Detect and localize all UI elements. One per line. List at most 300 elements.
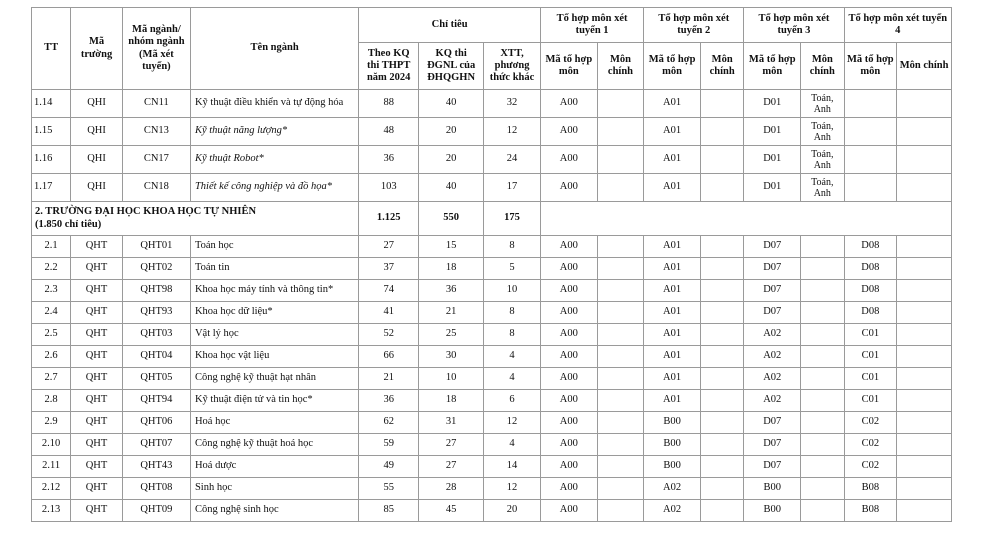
cell-to-hop-3: D07 [744,258,801,280]
cell-ma-truong: QHT [71,324,123,346]
cell-dgnl: 30 [419,346,484,368]
header-ma-truong: Mã trường [71,8,123,90]
cell-mon-chinh-3: Toán, Anh [801,146,844,174]
cell-mon-chinh-1 [597,118,643,146]
admission-quota-table [31,7,952,522]
cell-to-hop-4: D08 [844,236,897,258]
cell-thpt: 74 [359,280,419,302]
cell-mon-chinh-4 [897,412,952,434]
header-to-hop-2: Tổ hợp môn xét tuyển 2 [644,8,744,43]
header-chi-tieu: Chỉ tiêu [359,8,541,43]
cell-ma-truong: QHT [71,390,123,412]
cell-ten-nganh: Kỹ thuật năng lượng* [190,118,358,146]
cell-to-hop-2: B00 [644,412,701,434]
cell-mon-chinh-1 [597,146,643,174]
cell-ten-nganh: Thiết kế công nghiệp và đồ họa* [190,174,358,202]
cell-tt: 2.11 [32,456,71,478]
header-ma-to-hop-1: Mã tổ hợp môn [540,43,597,90]
cell-tt: 2.2 [32,258,71,280]
cell-to-hop-2: A01 [644,302,701,324]
cell-to-hop-1: A00 [540,118,597,146]
cell-ten-nganh: Vật lý học [190,324,358,346]
cell-to-hop-4: B08 [844,500,897,522]
cell-mon-chinh-2 [700,280,743,302]
cell-mon-chinh-4 [897,236,952,258]
cell-thpt: 59 [359,434,419,456]
cell-dgnl: 18 [419,258,484,280]
cell-mon-chinh-1 [597,302,643,324]
header-dgnl: KQ thi ĐGNL của ĐHQGHN [419,43,484,90]
header-xtt: XTT, phương thức khác [484,43,541,90]
cell-ma-nganh: QHT05 [122,368,190,390]
cell-to-hop-2: A01 [644,258,701,280]
cell-ten-nganh: Kỹ thuật Robot* [190,146,358,174]
cell-mon-chinh-1 [597,90,643,118]
header-mon-chinh-1: Môn chính [597,43,643,90]
cell-tt: 2.10 [32,434,71,456]
cell-ma-nganh: QHT04 [122,346,190,368]
cell-to-hop-4 [844,118,897,146]
table-row [32,118,952,146]
cell-to-hop-1: A00 [540,174,597,202]
cell-ma-truong: QHT [71,434,123,456]
cell-to-hop-2: A01 [644,236,701,258]
header-to-hop-4: Tổ hợp môn xét tuyển 4 [844,8,951,43]
table-row [32,146,952,174]
cell-mon-chinh-4 [897,280,952,302]
cell-to-hop-3: D01 [744,174,801,202]
header-ten-nganh: Tên ngành [190,8,358,90]
cell-ma-nganh: CN11 [122,90,190,118]
cell-to-hop-3: D07 [744,236,801,258]
cell-mon-chinh-4 [897,302,952,324]
cell-ma-truong: QHI [71,174,123,202]
cell-thpt: 62 [359,412,419,434]
cell-mon-chinh-2 [700,118,743,146]
cell-ma-nganh: QHT43 [122,456,190,478]
cell-mon-chinh-2 [700,434,743,456]
cell-xtt: 12 [484,478,541,500]
cell-thpt: 49 [359,456,419,478]
cell-mon-chinh-2 [700,390,743,412]
header-to-hop-3: Tổ hợp môn xét tuyển 3 [744,8,844,43]
cell-thpt: 85 [359,500,419,522]
cell-mon-chinh-2 [700,258,743,280]
header-mon-chinh-4: Môn chính [897,43,952,90]
table-row [32,412,952,434]
cell-mon-chinh-1 [597,346,643,368]
cell-ma-nganh: QHT09 [122,500,190,522]
cell-to-hop-1: A00 [540,412,597,434]
cell-ten-nganh: Kỹ thuật điều khiển và tự động hóa [190,90,358,118]
table-row [32,280,952,302]
cell-dgnl: 27 [419,434,484,456]
cell-mon-chinh-3 [801,500,844,522]
cell-mon-chinh-1 [597,390,643,412]
header-to-hop-1: Tổ hợp môn xét tuyển 1 [540,8,643,43]
cell-ma-nganh: QHT94 [122,390,190,412]
cell-ma-truong: QHT [71,302,123,324]
cell-xtt: 8 [484,324,541,346]
cell-mon-chinh-2 [700,146,743,174]
cell-mon-chinh-3 [801,280,844,302]
cell-ten-nganh: Công nghệ kỹ thuật hoá học [190,434,358,456]
cell-mon-chinh-3 [801,346,844,368]
table-row [32,236,952,258]
cell-mon-chinh-1 [597,174,643,202]
table-row [32,500,952,522]
cell-ma-nganh: QHT07 [122,434,190,456]
section-dgnl: 550 [419,202,484,236]
cell-to-hop-2: A01 [644,146,701,174]
cell-ten-nganh: Công nghệ kỹ thuật hạt nhân [190,368,358,390]
cell-to-hop-1: A00 [540,302,597,324]
table-row [32,368,952,390]
cell-to-hop-2: A02 [644,500,701,522]
table-row [32,302,952,324]
table-row [32,174,952,202]
cell-to-hop-2: A01 [644,280,701,302]
cell-tt: 2.13 [32,500,71,522]
cell-to-hop-1: A00 [540,346,597,368]
cell-to-hop-4: C01 [844,368,897,390]
cell-thpt: 103 [359,174,419,202]
cell-to-hop-3: D01 [744,118,801,146]
cell-xtt: 12 [484,118,541,146]
cell-ma-nganh: QHT02 [122,258,190,280]
cell-to-hop-1: A00 [540,90,597,118]
cell-mon-chinh-3 [801,368,844,390]
header-thpt: Theo KQ thi THPT năm 2024 [359,43,419,90]
table-row [32,456,952,478]
cell-thpt: 37 [359,258,419,280]
table-row [32,478,952,500]
cell-mon-chinh-2 [700,412,743,434]
cell-mon-chinh-3 [801,236,844,258]
cell-ma-truong: QHT [71,236,123,258]
cell-to-hop-4 [844,146,897,174]
cell-ma-truong: QHT [71,258,123,280]
section-row [32,202,952,236]
cell-to-hop-4: D08 [844,258,897,280]
cell-ma-truong: QHT [71,412,123,434]
cell-to-hop-4 [844,90,897,118]
section-empty [540,202,951,236]
cell-thpt: 41 [359,302,419,324]
cell-dgnl: 20 [419,146,484,174]
cell-to-hop-2: B00 [644,434,701,456]
cell-to-hop-2: B00 [644,456,701,478]
cell-mon-chinh-2 [700,346,743,368]
cell-mon-chinh-3 [801,434,844,456]
cell-ma-truong: QHI [71,146,123,174]
cell-dgnl: 31 [419,412,484,434]
section-title [32,202,359,236]
cell-ten-nganh: Khoa học máy tính và thông tin* [190,280,358,302]
cell-ten-nganh: Công nghệ sinh học [190,500,358,522]
cell-to-hop-4: D08 [844,280,897,302]
cell-tt: 1.17 [32,174,71,202]
cell-thpt: 36 [359,390,419,412]
cell-to-hop-2: A01 [644,368,701,390]
cell-to-hop-1: A00 [540,478,597,500]
cell-ma-truong: QHT [71,346,123,368]
cell-mon-chinh-2 [700,500,743,522]
cell-ma-truong: QHI [71,90,123,118]
cell-mon-chinh-1 [597,324,643,346]
cell-dgnl: 40 [419,90,484,118]
cell-xtt: 17 [484,174,541,202]
header-mon-chinh-2: Môn chính [700,43,743,90]
cell-ma-nganh: QHT01 [122,236,190,258]
cell-mon-chinh-1 [597,412,643,434]
cell-to-hop-4 [844,174,897,202]
cell-thpt: 88 [359,90,419,118]
cell-tt: 1.16 [32,146,71,174]
cell-to-hop-4: C01 [844,324,897,346]
cell-to-hop-3: B00 [744,500,801,522]
cell-to-hop-3: B00 [744,478,801,500]
cell-to-hop-3: A02 [744,368,801,390]
cell-ma-truong: QHT [71,280,123,302]
cell-to-hop-2: A01 [644,346,701,368]
cell-xtt: 6 [484,390,541,412]
cell-xtt: 4 [484,346,541,368]
cell-to-hop-3: D07 [744,302,801,324]
cell-thpt: 21 [359,368,419,390]
cell-mon-chinh-3 [801,390,844,412]
cell-to-hop-1: A00 [540,146,597,174]
cell-mon-chinh-2 [700,236,743,258]
cell-xtt: 4 [484,368,541,390]
cell-dgnl: 15 [419,236,484,258]
cell-xtt: 32 [484,90,541,118]
cell-mon-chinh-4 [897,456,952,478]
cell-mon-chinh-4 [897,146,952,174]
cell-ten-nganh: Sinh học [190,478,358,500]
cell-to-hop-4: C02 [844,456,897,478]
cell-mon-chinh-3 [801,456,844,478]
cell-xtt: 5 [484,258,541,280]
cell-to-hop-1: A00 [540,324,597,346]
cell-mon-chinh-1 [597,236,643,258]
cell-to-hop-1: A00 [540,390,597,412]
cell-mon-chinh-3 [801,478,844,500]
cell-mon-chinh-2 [700,174,743,202]
cell-to-hop-4: C02 [844,434,897,456]
cell-ma-nganh: QHT03 [122,324,190,346]
cell-mon-chinh-2 [700,368,743,390]
cell-mon-chinh-2 [700,456,743,478]
cell-mon-chinh-4 [897,324,952,346]
cell-dgnl: 10 [419,368,484,390]
cell-dgnl: 45 [419,500,484,522]
cell-to-hop-3: D01 [744,90,801,118]
cell-ten-nganh: Khoa học dữ liệu* [190,302,358,324]
cell-thpt: 66 [359,346,419,368]
cell-to-hop-3: D01 [744,146,801,174]
cell-to-hop-1: A00 [540,456,597,478]
cell-ten-nganh: Toán tin [190,258,358,280]
cell-mon-chinh-3 [801,302,844,324]
section-title-line2: (1.850 chỉ tiêu) [35,218,102,230]
cell-mon-chinh-3: Toán, Anh [801,118,844,146]
cell-mon-chinh-1 [597,280,643,302]
cell-tt: 2.6 [32,346,71,368]
table-body [32,90,952,522]
cell-mon-chinh-3: Toán, Anh [801,174,844,202]
section-xtt: 175 [484,202,541,236]
cell-ma-truong: QHT [71,368,123,390]
cell-thpt: 27 [359,236,419,258]
cell-to-hop-1: A00 [540,368,597,390]
cell-mon-chinh-1 [597,478,643,500]
table-row [32,346,952,368]
cell-ten-nganh: Toán học [190,236,358,258]
cell-xtt: 4 [484,434,541,456]
cell-ma-nganh: QHT98 [122,280,190,302]
cell-dgnl: 21 [419,302,484,324]
cell-tt: 2.1 [32,236,71,258]
cell-to-hop-4: C01 [844,346,897,368]
cell-ten-nganh: Kỹ thuật điện tử và tin học* [190,390,358,412]
cell-to-hop-4: C01 [844,390,897,412]
cell-thpt: 36 [359,146,419,174]
cell-mon-chinh-1 [597,456,643,478]
cell-dgnl: 25 [419,324,484,346]
cell-to-hop-3: A02 [744,390,801,412]
cell-ten-nganh: Khoa học vật liệu [190,346,358,368]
cell-tt: 2.7 [32,368,71,390]
cell-ma-nganh: CN17 [122,146,190,174]
cell-ten-nganh: Hoá dược [190,456,358,478]
section-thpt: 1.125 [359,202,419,236]
header-ma-to-hop-4: Mã tổ hợp môn [844,43,897,90]
cell-to-hop-3: D07 [744,434,801,456]
cell-to-hop-2: A01 [644,174,701,202]
cell-ma-nganh: CN18 [122,174,190,202]
cell-to-hop-3: A02 [744,346,801,368]
cell-ma-truong: QHT [71,500,123,522]
cell-mon-chinh-2 [700,324,743,346]
header-ma-nganh: Mã ngành/ nhóm ngành (Mã xét tuyển) [122,8,190,90]
cell-to-hop-1: A00 [540,500,597,522]
cell-xtt: 8 [484,236,541,258]
cell-tt: 1.14 [32,90,71,118]
cell-to-hop-4: C02 [844,412,897,434]
cell-mon-chinh-4 [897,500,952,522]
header-ma-to-hop-2: Mã tổ hợp môn [644,43,701,90]
cell-mon-chinh-4 [897,258,952,280]
cell-mon-chinh-3 [801,258,844,280]
cell-to-hop-3: A02 [744,324,801,346]
cell-mon-chinh-1 [597,500,643,522]
cell-tt: 2.12 [32,478,71,500]
cell-xtt: 14 [484,456,541,478]
cell-to-hop-2: A02 [644,478,701,500]
cell-to-hop-2: A01 [644,390,701,412]
cell-ma-nganh: CN13 [122,118,190,146]
cell-dgnl: 36 [419,280,484,302]
header-ma-to-hop-3: Mã tổ hợp môn [744,43,801,90]
header-mon-chinh-3: Môn chính [801,43,844,90]
header-tt: TT [32,8,71,90]
cell-mon-chinh-3 [801,324,844,346]
cell-mon-chinh-4 [897,174,952,202]
cell-mon-chinh-4 [897,346,952,368]
cell-mon-chinh-2 [700,478,743,500]
cell-xtt: 24 [484,146,541,174]
table-row [32,90,952,118]
table-row [32,258,952,280]
table-row [32,324,952,346]
cell-mon-chinh-4 [897,478,952,500]
cell-ma-nganh: QHT06 [122,412,190,434]
cell-xtt: 8 [484,302,541,324]
cell-to-hop-4: D08 [844,302,897,324]
cell-to-hop-1: A00 [540,236,597,258]
cell-mon-chinh-2 [700,302,743,324]
cell-xtt: 20 [484,500,541,522]
cell-to-hop-3: D07 [744,280,801,302]
cell-to-hop-2: A01 [644,118,701,146]
cell-tt: 2.5 [32,324,71,346]
cell-thpt: 52 [359,324,419,346]
cell-ma-truong: QHT [71,478,123,500]
cell-mon-chinh-1 [597,258,643,280]
cell-mon-chinh-4 [897,90,952,118]
cell-to-hop-3: D07 [744,456,801,478]
cell-dgnl: 18 [419,390,484,412]
cell-tt: 2.9 [32,412,71,434]
cell-mon-chinh-3: Toán, Anh [801,90,844,118]
cell-ma-truong: QHI [71,118,123,146]
cell-thpt: 55 [359,478,419,500]
cell-to-hop-1: A00 [540,280,597,302]
table-row [32,390,952,412]
cell-xtt: 12 [484,412,541,434]
cell-to-hop-4: B08 [844,478,897,500]
table-header [32,8,952,90]
cell-xtt: 10 [484,280,541,302]
cell-dgnl: 27 [419,456,484,478]
cell-dgnl: 28 [419,478,484,500]
cell-mon-chinh-1 [597,368,643,390]
cell-to-hop-3: D07 [744,412,801,434]
cell-ma-nganh: QHT93 [122,302,190,324]
cell-mon-chinh-3 [801,412,844,434]
cell-mon-chinh-4 [897,118,952,146]
cell-mon-chinh-2 [700,90,743,118]
section-title-line1: 2. TRƯỜNG ĐẠI HỌC KHOA HỌC TỰ NHIÊN [35,206,257,218]
cell-tt: 2.3 [32,280,71,302]
table-row [32,434,952,456]
cell-tt: 1.15 [32,118,71,146]
cell-dgnl: 20 [419,118,484,146]
cell-mon-chinh-1 [597,434,643,456]
cell-mon-chinh-4 [897,434,952,456]
cell-tt: 2.8 [32,390,71,412]
cell-mon-chinh-4 [897,368,952,390]
cell-dgnl: 40 [419,174,484,202]
cell-thpt: 48 [359,118,419,146]
cell-ma-truong: QHT [71,456,123,478]
cell-to-hop-2: A01 [644,324,701,346]
cell-ma-nganh: QHT08 [122,478,190,500]
cell-mon-chinh-4 [897,390,952,412]
cell-to-hop-1: A00 [540,434,597,456]
cell-ten-nganh: Hoá học [190,412,358,434]
